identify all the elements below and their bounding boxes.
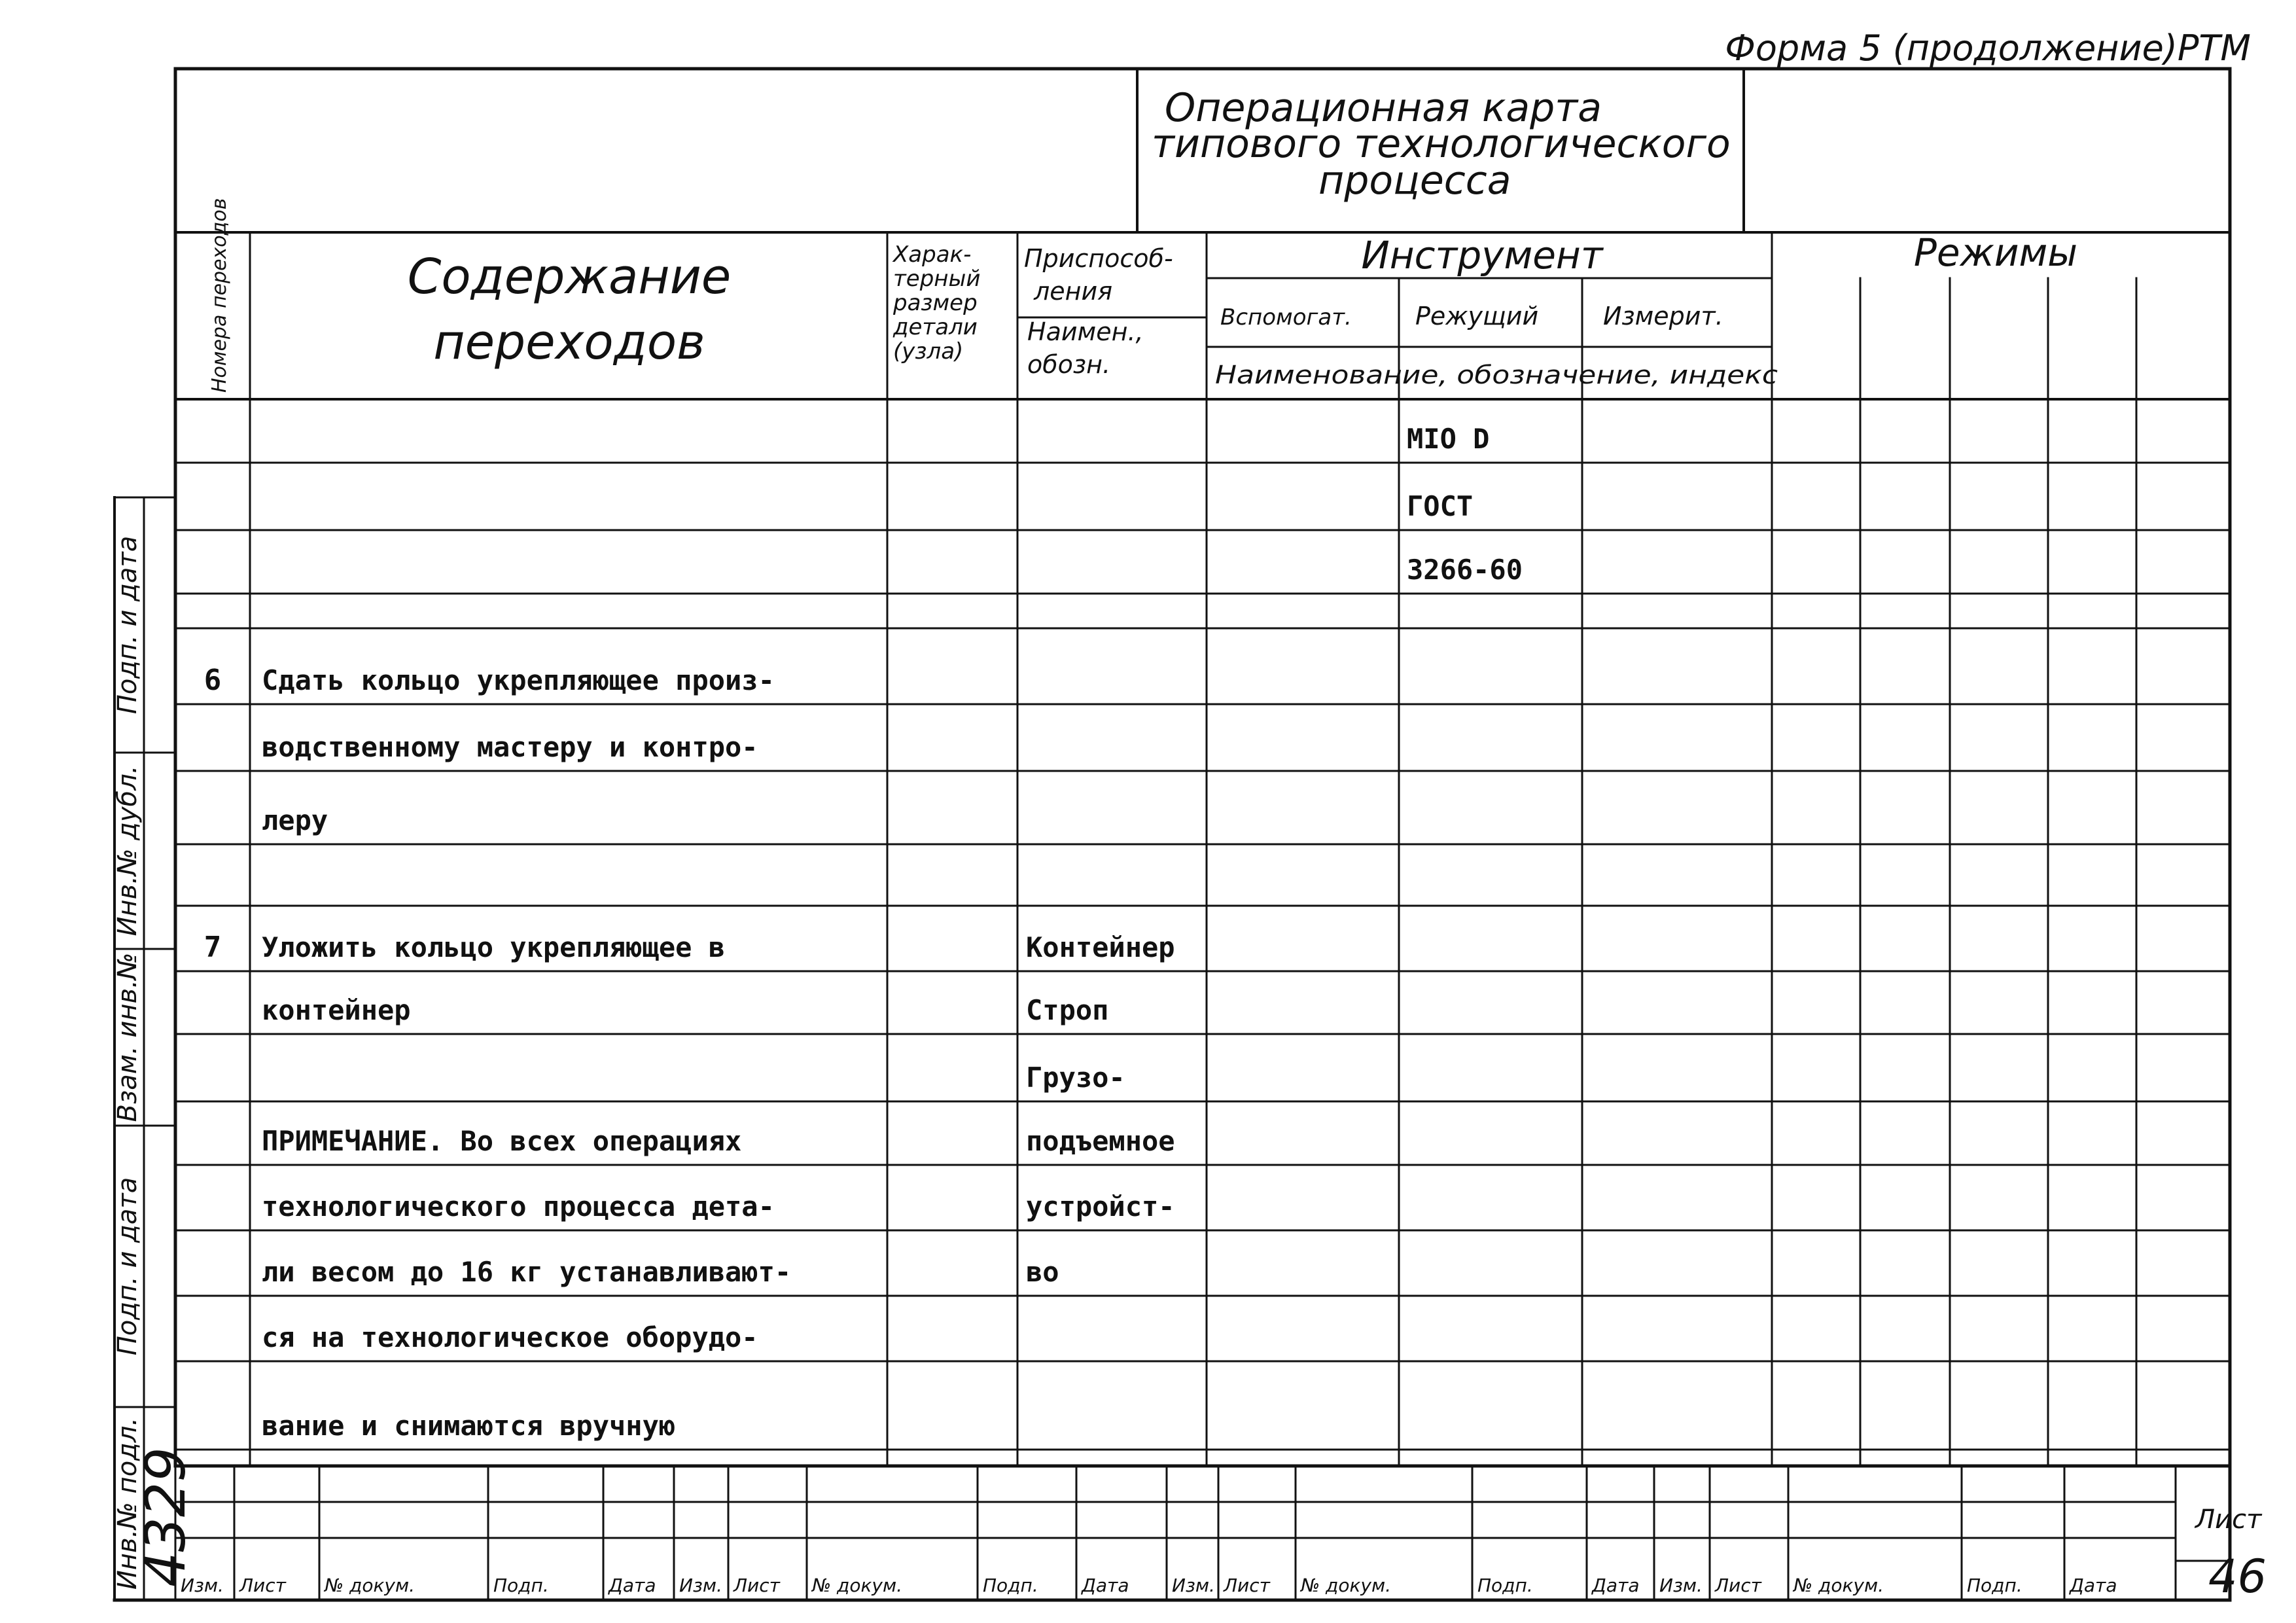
row-16-content: вание и снимаются вручную [262, 1410, 676, 1442]
row-14-fixture: во [1026, 1256, 1059, 1288]
row-5-content: Сдать кольцо укрепляющее произ- [262, 664, 775, 696]
column-size-line-3: размер [893, 290, 978, 316]
footer-label-7: Лист [733, 1575, 780, 1596]
footer-label-19: Подп. [1967, 1575, 2022, 1596]
footer-label-16: Изм. [1659, 1575, 1703, 1596]
row-7-content: леру [262, 804, 328, 836]
side-label-2: Инв.№ дубл. [113, 765, 143, 936]
column-fixtures-name-line-2: обозн. [1027, 350, 1111, 379]
row-12-content: ПРИМЕЧАНИЕ. Во всех операциях [262, 1125, 742, 1157]
footer-label-15: Дата [1592, 1575, 1640, 1596]
column-size-line-1: Харак- [893, 241, 972, 268]
row-13-content: технологического процесса дета- [262, 1190, 775, 1222]
row-5-number: 6 [203, 664, 222, 697]
footer-label-5: Дата [609, 1575, 656, 1596]
inventory-number: 4329 [133, 1447, 198, 1587]
footer-label-3: № докум. [325, 1575, 415, 1596]
column-fixtures-line-2: ления [1034, 277, 1113, 306]
column-fixtures-line-1: Приспособ- [1024, 244, 1173, 273]
row-1-cutting-tool: MIO D [1407, 423, 1490, 455]
column-tool-measuring: Измерит. [1603, 302, 1723, 330]
row-9-number: 7 [203, 931, 222, 964]
row-13-fixture: устройст- [1026, 1190, 1175, 1222]
footer-label-4: Подп. [493, 1575, 549, 1596]
footer-label-6: Изм. [679, 1575, 722, 1596]
side-label-4: Подп. и дата [113, 1177, 143, 1356]
row-12-fixture: подъемное [1026, 1125, 1175, 1157]
footer-label-18: № докум. [1793, 1575, 1884, 1596]
row-11-fixture: Грузо- [1026, 1061, 1125, 1094]
footer-label-8: № докум. [812, 1575, 903, 1596]
form-label: Форма 5 (продолжение)РТМ [1725, 27, 2251, 69]
column-content-line-1: Содержание [407, 249, 732, 305]
card-title-line-1: Операционная карта [1165, 85, 1602, 131]
footer-label-11: Изм. [1172, 1575, 1215, 1596]
column-content-line-2: переходов [433, 314, 705, 370]
sheet-label: Лист [2195, 1505, 2262, 1535]
column-size-line-4: детали [893, 314, 978, 340]
column-tool-name: Наименование, обозначение, индекс [1215, 361, 1778, 389]
column-tool-auxiliary: Вспомогат. [1220, 304, 1352, 330]
row-6-content: водственному мастеру и контро- [262, 731, 758, 763]
row-3-cutting-tool: 3266-60 [1407, 554, 1523, 586]
column-fixtures-name-line-1: Наимен., [1027, 317, 1144, 346]
footer-label-1: Изм. [181, 1575, 224, 1596]
footer-label-20: Дата [2070, 1575, 2117, 1596]
row-14-content: ли весом до 16 кг устанавливают- [262, 1256, 792, 1288]
footer-label-13: № докум. [1301, 1575, 1392, 1596]
column-transition-numbers: Номера переходов [208, 198, 231, 393]
column-size-line-2: терный [893, 266, 981, 292]
card-title-line-3: процесса [1318, 158, 1511, 204]
row-9-content: Уложить кольцо укрепляющее в [262, 931, 726, 963]
footer-label-14: Подп. [1477, 1575, 1533, 1596]
row-10-fixture: Строп [1026, 994, 1109, 1026]
row-10-content: контейнер [262, 994, 411, 1026]
column-modes: Режимы [1913, 230, 2078, 275]
footer-label-2: Лист [239, 1575, 286, 1596]
side-label-5: Инв.№ подл. [113, 1417, 143, 1590]
row-2-cutting-tool: ГОСТ [1407, 490, 1474, 522]
column-tool: Инструмент [1361, 233, 1603, 277]
row-15-content: ся на технологическое оборудо- [262, 1321, 758, 1353]
footer-label-12: Лист [1224, 1575, 1270, 1596]
card-title-line-2: типового технологического [1152, 121, 1731, 167]
sheet-number: 46 [2208, 1550, 2267, 1603]
footer-label-17: Лист [1715, 1575, 1761, 1596]
footer-label-10: Дата [1082, 1575, 1129, 1596]
footer-label-9: Подп. [983, 1575, 1038, 1596]
form-text-layer [113, 27, 2267, 1603]
side-label-3: Взам. инв.№ [113, 952, 143, 1122]
row-9-fixture: Контейнер [1026, 931, 1175, 963]
side-label-1: Подп. и дата [113, 535, 143, 715]
column-size-line-5: (узла) [893, 338, 964, 365]
column-tool-cutting: Режущий [1415, 302, 1539, 330]
